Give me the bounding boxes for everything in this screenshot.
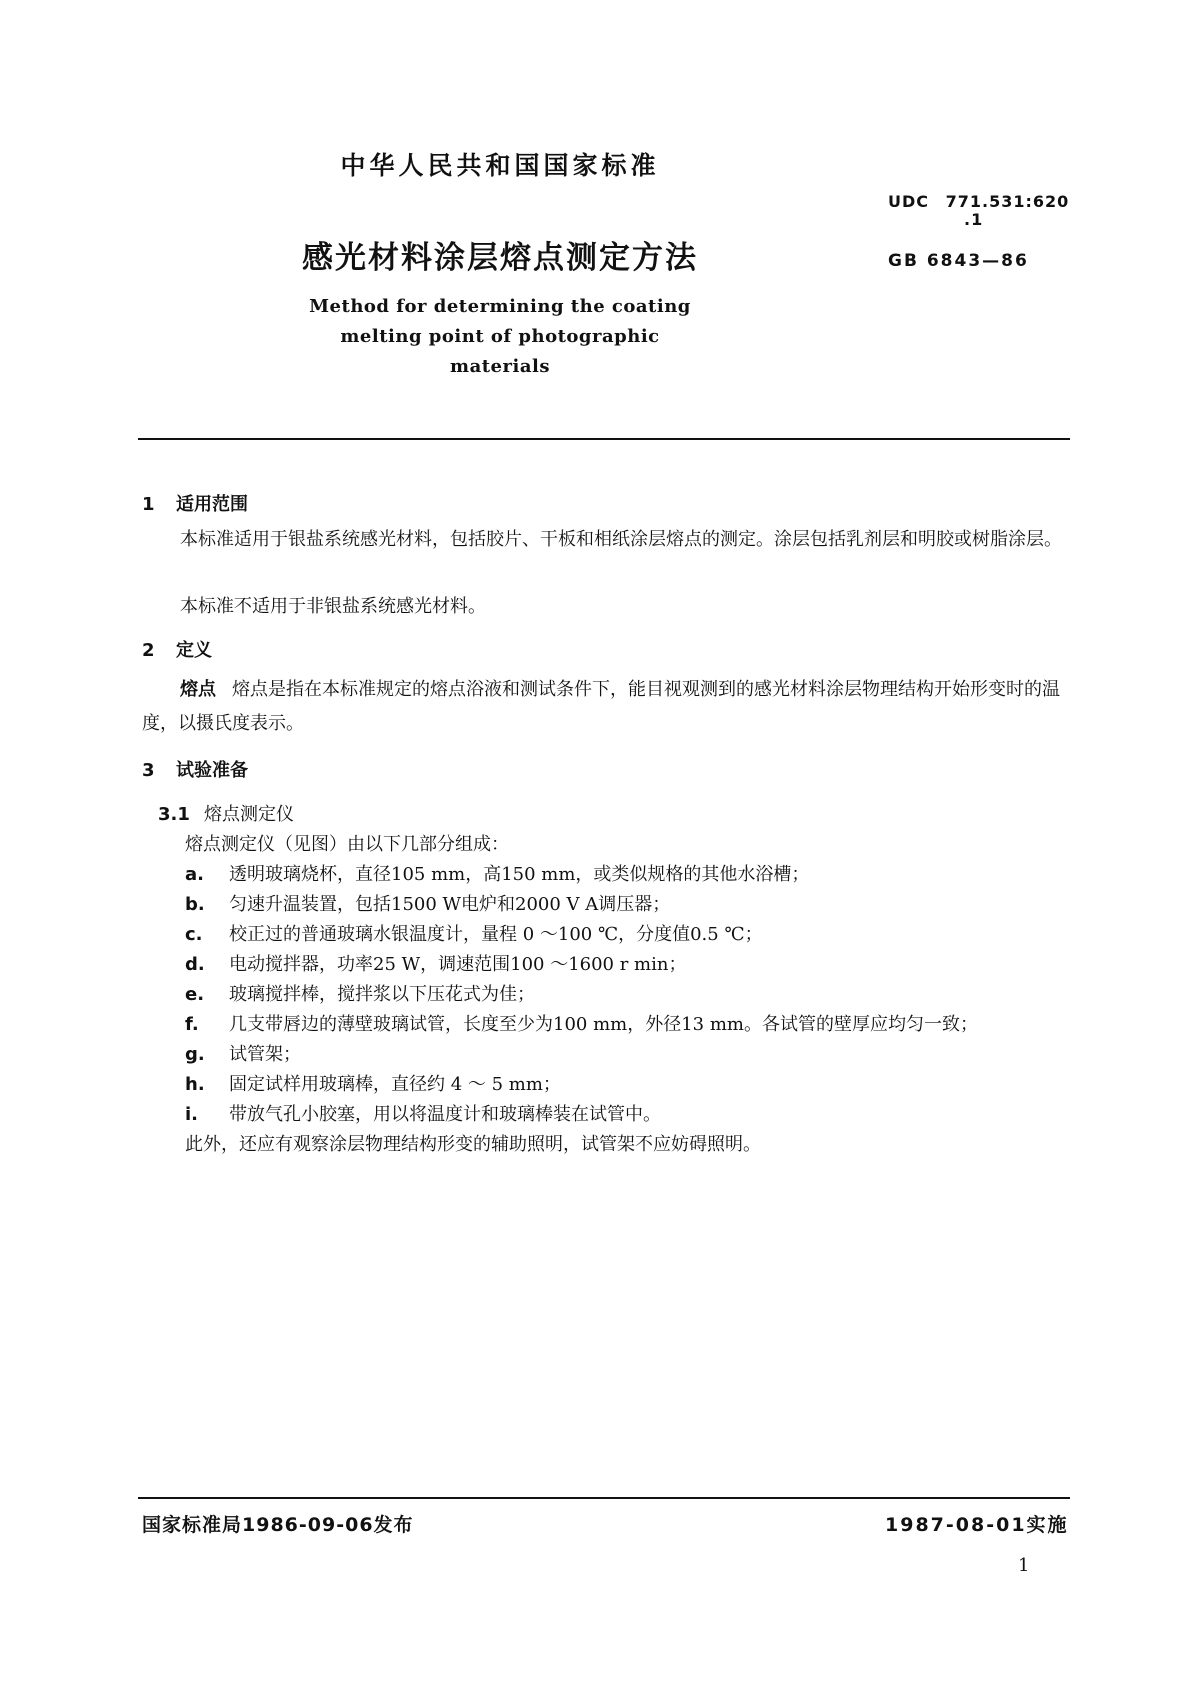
item-text: 校正过的普通玻璃水银温度计，量程 0 ～100 ℃，分度值0.5 ℃； bbox=[229, 924, 763, 945]
definition-paragraph bbox=[142, 673, 1074, 741]
definition-text: 熔点是指在本标准规定的熔点浴液和测试条件下，能目视观测到的感光材料涂层物理结构开始形变时的温度，以摄氏度表示。 bbox=[142, 679, 1060, 734]
item-label: g. bbox=[185, 1044, 205, 1065]
item-label: d. bbox=[185, 954, 205, 975]
item-text: 几支带唇边的薄壁玻璃试管，长度至少为100 mm，外径13 mm。各试管的壁厚应均匀一致； bbox=[229, 1014, 978, 1035]
page-number: 1 bbox=[1018, 1555, 1030, 1576]
subsection-title: 熔点测定仪 bbox=[204, 804, 294, 825]
udc-value: 771.531:620 bbox=[945, 192, 1070, 211]
header-divider bbox=[138, 438, 1070, 440]
closing-paragraph: 此外，还应有观察涂层物理结构形变的辅助照明，试管架不应妨碍照明。 bbox=[185, 1134, 761, 1155]
apparatus-intro: 熔点测定仪（见图）由以下几部分组成： bbox=[185, 834, 509, 855]
section-number: 2 bbox=[142, 640, 155, 661]
title-english bbox=[0, 292, 1000, 382]
section-1-paragraph-2: 本标准不适用于非银盐系统感光材料。 bbox=[180, 596, 486, 617]
list-item bbox=[185, 980, 535, 1006]
item-label: f. bbox=[185, 1014, 199, 1035]
list-item bbox=[185, 860, 809, 886]
subsection-number: 3.1 bbox=[158, 804, 190, 825]
section-title: 适用范围 bbox=[176, 494, 248, 515]
section-2-heading bbox=[142, 636, 212, 662]
section-1-heading bbox=[142, 490, 248, 516]
effective-date: 1987-08-01实施 bbox=[885, 1514, 1069, 1536]
item-text: 试管架； bbox=[229, 1044, 301, 1065]
list-item bbox=[185, 1100, 661, 1126]
section-3-heading bbox=[142, 756, 248, 782]
footer-divider bbox=[138, 1497, 1070, 1499]
title-english-line: Method for determining the coating bbox=[309, 296, 691, 317]
subsection-3-1 bbox=[158, 800, 294, 826]
title-chinese: 感光材料涂层熔点测定方法 bbox=[302, 240, 698, 276]
list-item bbox=[185, 1040, 301, 1066]
item-text: 玻璃搅拌棒，搅拌浆以下压花式为佳； bbox=[229, 984, 535, 1005]
section-title: 试验准备 bbox=[176, 760, 248, 781]
item-label: h. bbox=[185, 1074, 205, 1095]
item-text: 匀速升温装置，包括1500 W电炉和2000 V A调压器； bbox=[229, 894, 671, 915]
list-item bbox=[185, 1070, 561, 1096]
definition-term: 熔点 bbox=[180, 679, 216, 700]
udc-continuation: .1 bbox=[964, 210, 984, 229]
udc-code bbox=[888, 192, 1069, 229]
item-text: 电动搅拌器，功率25 W，调速范围100 ～1600 r min； bbox=[229, 954, 687, 975]
section-title: 定义 bbox=[176, 640, 212, 661]
section-number: 3 bbox=[142, 760, 155, 781]
national-standard-heading: 中华人民共和国国家标准 bbox=[340, 151, 660, 180]
item-label: c. bbox=[185, 924, 203, 945]
title-english-line: melting point of photographic bbox=[340, 326, 660, 347]
list-item bbox=[185, 920, 763, 946]
item-label: i. bbox=[185, 1104, 199, 1125]
item-text: 透明玻璃烧杯，直径105 mm，高150 mm，或类似规格的其他水浴槽； bbox=[229, 864, 810, 885]
list-item bbox=[185, 1010, 978, 1036]
list-item bbox=[185, 950, 686, 976]
item-label: a. bbox=[185, 864, 204, 885]
section-number: 1 bbox=[142, 494, 155, 515]
item-label: e. bbox=[185, 984, 205, 1005]
gb-code: GB 6843—86 bbox=[888, 251, 1029, 271]
issue-date: 国家标准局1986-09-06发布 bbox=[142, 1514, 414, 1536]
udc-label: UDC bbox=[888, 192, 930, 211]
item-label: b. bbox=[185, 894, 205, 915]
title-english-line: materials bbox=[450, 356, 550, 377]
section-1-paragraph-1: 本标准适用于银盐系统感光材料，包括胶片、干板和相纸涂层熔点的测定。涂层包括乳剂层和明胶或树脂涂层。 bbox=[180, 529, 1062, 550]
item-text: 固定试样用玻璃棒，直径约 4 ～ 5 mm； bbox=[229, 1074, 561, 1095]
list-item bbox=[185, 890, 670, 916]
item-text: 带放气孔小胶塞，用以将温度计和玻璃棒装在试管中。 bbox=[229, 1104, 661, 1125]
